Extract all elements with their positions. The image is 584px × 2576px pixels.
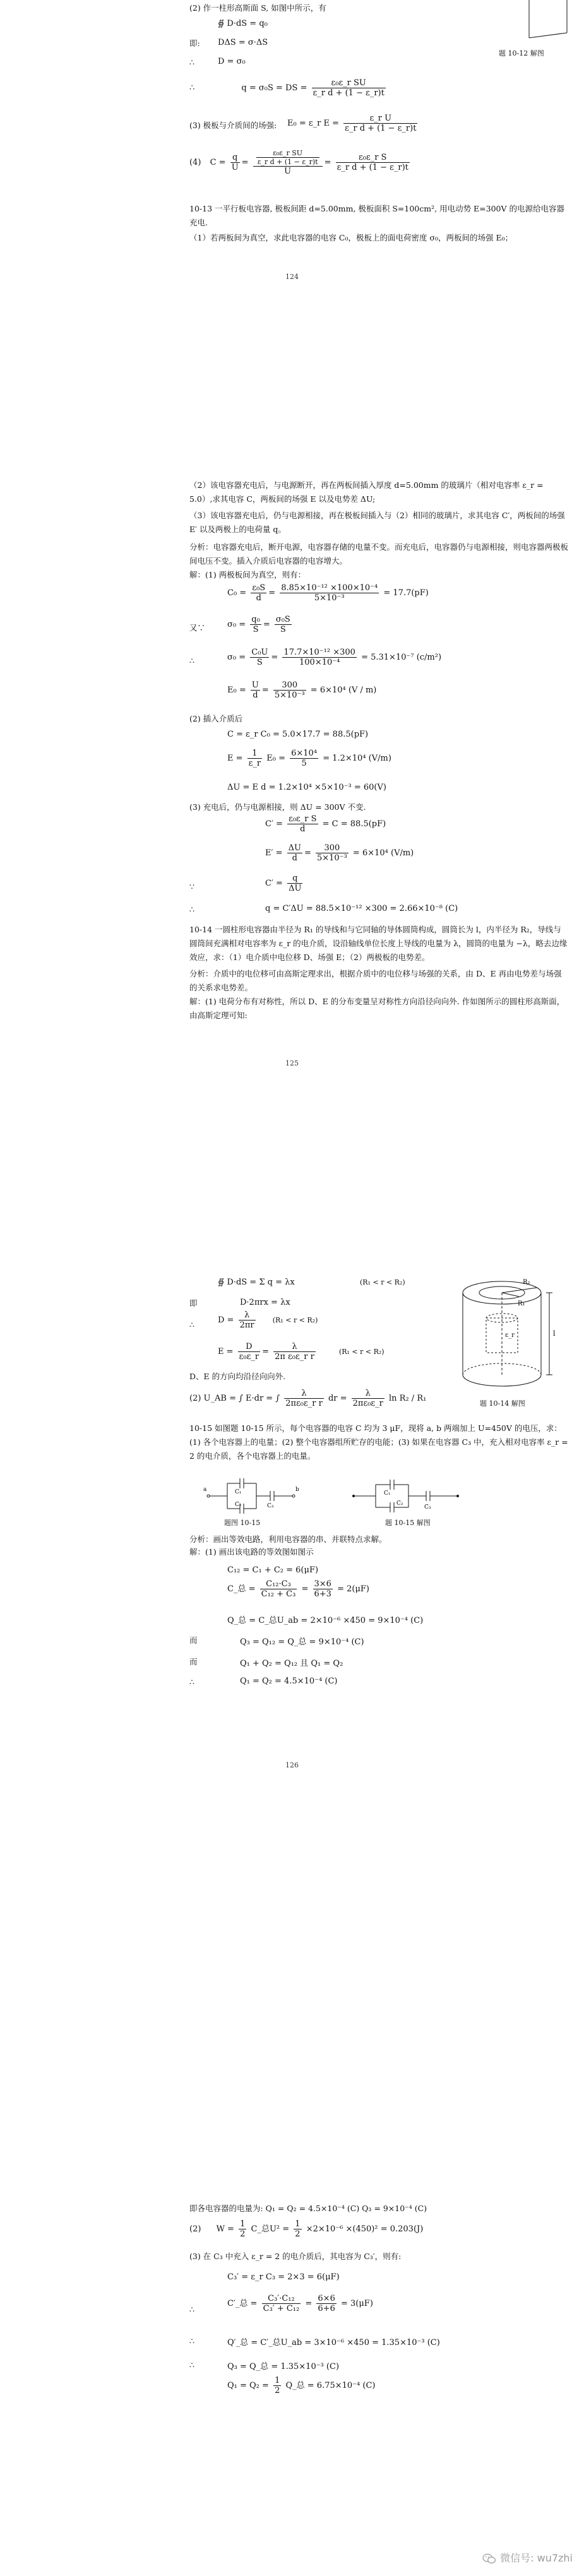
numerator: ε₀ε_r S bbox=[336, 153, 410, 163]
equivalent-circuit-10-15 bbox=[347, 1477, 467, 1515]
therefore-symbol: ∴ bbox=[189, 57, 194, 67]
numerator: 300 bbox=[273, 680, 306, 691]
problem-text: （1）若两板间为真空，求此电容器的电容 C₀，极板上的面电荷密度 σ₀，两板间的场强 E₀； bbox=[189, 233, 513, 242]
problem-text: （2）该电容器充电后，与电源断开，再在两板间插入厚度 d=5.00mm 的玻璃片（相对电容率 ε_r = 5.0）,求其电容 C，两板间的场强 E 以及电势差 ΔU; bbox=[189, 480, 544, 504]
equation: ΔU = E d = 1.2×10⁴ ×5×10⁻³ = 60(V) bbox=[227, 783, 386, 792]
label-r2: R₂ bbox=[523, 1279, 530, 1286]
numerator: 300 bbox=[316, 843, 349, 853]
label-b: b bbox=[295, 1487, 299, 1493]
text-label: 即: bbox=[189, 39, 200, 48]
equation-lhs: σ₀ = bbox=[227, 620, 246, 629]
fraction bbox=[336, 153, 410, 172]
fraction bbox=[238, 1342, 260, 1362]
numerator: λ bbox=[352, 1389, 384, 1399]
equation bbox=[227, 2294, 373, 2313]
numerator: λ bbox=[284, 1389, 324, 1399]
fraction bbox=[316, 2294, 336, 2313]
denominator: 5×10⁻³ bbox=[274, 691, 305, 700]
fraction bbox=[273, 2376, 281, 2395]
numerator: ε₀ε_r S bbox=[289, 814, 317, 824]
denominator: 2 bbox=[295, 2229, 301, 2239]
analysis-text: 分析：介质中的电位移可由高斯定理求出，根据介质中的电位移与场强的关系，由 D、E 再由电势差与场强的关系求电势差。 bbox=[189, 969, 562, 992]
text-label: 而 bbox=[189, 1635, 198, 1645]
equation bbox=[189, 1389, 426, 1408]
numerator: 3×6 bbox=[314, 1579, 331, 1589]
equation-label: (2) bbox=[189, 2224, 201, 2234]
equation-lhs: E′ = bbox=[265, 848, 283, 858]
denominator: ε_r d + (1 − ε_r)t bbox=[257, 158, 318, 166]
condition: (R₁ < r < R₂) bbox=[272, 1316, 318, 1324]
therefore-symbol: ∴ bbox=[189, 656, 194, 665]
equation-result: = 17.7(pF) bbox=[383, 588, 429, 598]
numerator: 17.7×10⁻¹² ×300 bbox=[283, 648, 355, 657]
equation-result: = 6×10⁴ (V/m) bbox=[352, 848, 414, 858]
denominator: S bbox=[256, 658, 263, 667]
problem-text: 10-14 一圆柱形电容器由半径为 R₁ 的导线和与它同轴的导体圆筒构成，圆筒长为 l，内半径为 R₂，导线与圆筒间充满相对电容率为 ε_r 的电介质，设沿轴线单位长度上导线的电量为 λ，圆筒的电量为 −λ，略去边缘效应，求：（1）电介质中电位移 D、场强 E；（2）两极板的电势差。 bbox=[189, 925, 568, 962]
numerator: q bbox=[287, 874, 302, 884]
denominator: ε_r d + (1 − ε_r)t bbox=[337, 163, 408, 172]
numerator: λ bbox=[239, 1310, 256, 1321]
fraction bbox=[352, 1389, 384, 1408]
text-line: D、E 的方向均沿径向向外. bbox=[189, 1372, 286, 1381]
numerator: C₁₂·C₃ bbox=[260, 1579, 297, 1589]
equation: q = C′ΔU = 88.5×10⁻¹² ×300 = 2.66×10⁻⁸ (C) bbox=[265, 904, 458, 913]
numerator: 6×6 bbox=[318, 2294, 335, 2303]
because-symbol: ∵ bbox=[189, 882, 194, 891]
denominator: 5×10⁻³ bbox=[314, 593, 345, 603]
fraction bbox=[247, 749, 262, 768]
equation bbox=[218, 1310, 318, 1330]
fraction bbox=[262, 2294, 301, 2313]
solution-text: 解：(1) 电荷分布有对称性，所以 D、E 的分布变量呈对称性方向沿径向向外. 作如图所示的圆柱形高斯面，由高斯定理可知: bbox=[189, 997, 565, 1020]
label-c1: C₁ bbox=[235, 1489, 242, 1495]
equation-lhs: D = bbox=[218, 1315, 234, 1325]
denominator: 2 bbox=[240, 2229, 246, 2239]
numerator: 8.85×10⁻¹² ×100×10⁻⁴ bbox=[281, 583, 378, 593]
equation-lhs: C′_总 = bbox=[227, 2299, 258, 2308]
analysis-text: 分析：电容器充电后，断开电源，电容器存储的电量不变。而充电后，电容器仍与电源相接，则电容器两极板间电压不变。插入介质后电容器的电容增大。 bbox=[189, 542, 569, 566]
therefore-symbol: ∴ bbox=[189, 2305, 194, 2314]
equation: E = $\frac{D}{\text{ε₀ε\_r}}$ = $\frac{\lambda}{\text{2π ε₀ε\_r r}}$ (R₁ < r < R₂) bbox=[218, 1342, 384, 1362]
equation-lhs: W = bbox=[216, 2224, 234, 2234]
figure-caption: 题 10-12 解图 bbox=[499, 49, 544, 57]
equation-lhs: Q₁ = Q₂ = bbox=[227, 2381, 269, 2390]
equation-lhs: C′ = bbox=[265, 819, 283, 829]
equation: Q₃ = Q_总 = 1.35×10⁻³ (C) bbox=[227, 2362, 340, 2371]
equation-lhs: E₀ = ε_r E = bbox=[287, 119, 339, 128]
fraction bbox=[256, 149, 319, 166]
equation: C = ε_r C₀ = 5.0×17.7 = 88.5(pF) bbox=[227, 730, 369, 739]
label-c2: C₂ bbox=[235, 1502, 242, 1508]
equation-part: C_总U² = bbox=[251, 2224, 290, 2234]
fraction bbox=[273, 1342, 316, 1362]
fraction bbox=[287, 843, 302, 863]
equation-result: = 3(μF) bbox=[340, 2299, 373, 2308]
problem-text: 10-13 一平行板电容器, 极板间距 d=5.00mm, 极板面积 S=100cm², 用电动势 E=300V 的电源给电容器充电. bbox=[189, 204, 565, 227]
denominator: U bbox=[231, 163, 239, 172]
fraction bbox=[260, 1579, 297, 1599]
equation bbox=[227, 2376, 375, 2395]
numerator: C₃′·C₁₂ bbox=[262, 2294, 301, 2304]
label-er: ε_r bbox=[505, 1332, 515, 1339]
equation-lhs: σ₀ = bbox=[227, 653, 246, 662]
watermark-text: 微信号: wu7zhi bbox=[500, 2552, 573, 2564]
equation-lhs: E = bbox=[227, 754, 243, 763]
fraction bbox=[287, 874, 302, 893]
denominator: d bbox=[253, 691, 258, 700]
equation-part: E₀ = bbox=[266, 754, 285, 763]
equation-lhs: C′ = bbox=[265, 879, 283, 888]
denominator: 2πr bbox=[239, 1321, 254, 1330]
equation: ∯ D·dS = Σ q = λx bbox=[218, 1278, 295, 1287]
equation: C₀ = $\frac{\text{ε₀S}}{d}$ = $\frac{\text{8.85×10⁻¹² ×100×10⁻⁴}}{\text{5×10⁻³}}$ = 17.7(pF) bbox=[227, 583, 429, 603]
denominator: 2πε₀ε_r bbox=[352, 1399, 383, 1408]
fraction bbox=[280, 583, 379, 603]
equation bbox=[227, 749, 391, 768]
equation-result: = 5.31×10⁻⁷ (c/m²) bbox=[361, 653, 442, 662]
text-line: (2) 插入介质后 bbox=[189, 714, 243, 723]
fraction bbox=[343, 114, 417, 133]
numerator: ε₀ε_r SU bbox=[312, 78, 386, 88]
numerator: D bbox=[238, 1342, 260, 1352]
therefore-symbol: ∴ bbox=[189, 905, 194, 914]
wechat-watermark bbox=[482, 2550, 573, 2565]
denominator: ε_r d + (1 − ε_r)t bbox=[345, 124, 417, 133]
analysis-text: 分析：画出等效电路，利用电容器的串、并联特点求解。 bbox=[189, 1534, 387, 1544]
figure-10-14-cylinder bbox=[448, 1269, 562, 1395]
numerator bbox=[253, 149, 323, 167]
equation bbox=[227, 1579, 369, 1599]
page-number: 126 bbox=[285, 1761, 299, 1769]
therefore-symbol: ∴ bbox=[189, 1320, 194, 1329]
denominator: d bbox=[292, 853, 297, 863]
condition: (R₁ < r < R₂) bbox=[360, 1278, 405, 1286]
numerator: U bbox=[251, 680, 259, 690]
label-l: l bbox=[553, 1329, 556, 1338]
fraction bbox=[316, 843, 349, 863]
text-line: (3) 充电后，仍与电源相接，则 ΔU = 300V 不变. bbox=[189, 802, 366, 812]
figure-caption: 题 10-15 解图 bbox=[385, 1519, 431, 1527]
text-line: (2) 作一柱形高斯面 S, 如图中所示，有 bbox=[189, 3, 326, 13]
denominator: S bbox=[253, 625, 259, 634]
therefore-symbol: ∴ bbox=[189, 83, 195, 93]
figure-caption: 题 10-14 解图 bbox=[480, 1399, 525, 1408]
numerator: σ₀S bbox=[275, 615, 290, 624]
equation bbox=[189, 78, 388, 98]
numerator: 6×10⁴ bbox=[291, 749, 318, 758]
fraction bbox=[230, 153, 240, 172]
label-c3: C₃ bbox=[267, 1503, 274, 1509]
fraction bbox=[253, 149, 323, 176]
denominator: ε_r bbox=[248, 759, 261, 768]
numerator: q₀ bbox=[251, 615, 260, 624]
equation-result: ln R₂ / R₁ bbox=[389, 1394, 427, 1403]
solution-text: 解：(1) 两极板间为真空，则有： bbox=[189, 570, 306, 579]
denominator: ΔU bbox=[289, 884, 302, 893]
fraction bbox=[250, 615, 261, 634]
fraction bbox=[312, 78, 386, 98]
denominator: C₃′ + C₁₂ bbox=[263, 2304, 300, 2313]
label-c3: C₃ bbox=[424, 1504, 431, 1511]
denominator: S bbox=[280, 625, 286, 634]
denominator: 100×10⁻⁴ bbox=[299, 658, 340, 667]
numerator: ε_r U bbox=[343, 114, 417, 124]
equation: Q₁ = Q₂ = 4.5×10⁻⁴ (C) bbox=[240, 1677, 338, 1686]
equation-lhs: C = bbox=[210, 158, 226, 167]
fraction bbox=[282, 648, 357, 667]
equation: Q₁ + Q₂ = Q₁₂ 且 Q₁ = Q₂ bbox=[240, 1659, 343, 1668]
circuit-diagram-10-15 bbox=[202, 1477, 303, 1515]
fraction bbox=[313, 1579, 333, 1599]
equation-label: (4) bbox=[189, 158, 201, 167]
equation bbox=[189, 2219, 423, 2239]
denominator: U bbox=[284, 167, 292, 176]
equation: D = σ₀ bbox=[218, 57, 246, 66]
denominator: 6+3 bbox=[314, 1589, 331, 1599]
numerator: ε₀S bbox=[252, 583, 266, 593]
numerator: 1 bbox=[247, 749, 262, 759]
equation: Q₃ = Q₁₂ = Q_总 = 9×10⁻⁴ (C) bbox=[240, 1637, 364, 1647]
denominator: ε₀ε_r bbox=[239, 1352, 259, 1362]
equation: C₃′ = ε_r C₃ = 2×3 = 6(μF) bbox=[227, 2272, 340, 2282]
denominator: C₁₂ + C₃ bbox=[261, 1589, 296, 1599]
denominator: 2π ε₀ε_r r bbox=[275, 1352, 314, 1362]
solution-text: 解：(1) 画出该电路的等效图如图示 bbox=[189, 1547, 314, 1557]
equation-lhs: E = bbox=[218, 1347, 234, 1356]
text-line: (3) 在 C₃ 中充入 ε_r = 2 的电介质后，其电容为 C₃′，则有: bbox=[189, 2252, 402, 2261]
denominator: d bbox=[256, 593, 261, 603]
therefore-symbol: ∴ bbox=[189, 1677, 194, 1687]
equation bbox=[265, 874, 304, 893]
text-label: 而 bbox=[189, 1657, 198, 1666]
label-c2: C₂ bbox=[396, 1500, 403, 1507]
denominator: d bbox=[300, 824, 306, 834]
figure-caption: 题图 10-15 bbox=[224, 1519, 261, 1527]
fraction bbox=[290, 749, 318, 768]
numerator: ε₀ε_r SU bbox=[256, 149, 319, 158]
equation-result: Q_总 = 6.75×10⁻⁴ (C) bbox=[285, 2381, 376, 2390]
equation: Q_总 = C_总U_ab = 2×10⁻⁶ ×450 = 9×10⁻⁴ (C) bbox=[227, 1616, 424, 1625]
equation-lhs: C_总 = bbox=[227, 1584, 256, 1594]
equation: σ₀ = $\frac{\text{C₀U}}{S}$ = $\frac{\text{17.7×10⁻¹² ×300}}{\text{100×10⁻⁴}}$ = 5.31×10⁻⁷ (c/m²) bbox=[227, 648, 442, 667]
equation-result: = 6×10⁴ (V / m) bbox=[310, 686, 377, 695]
equation-lhs: (2) U_AB = ∫ E·dr = ∫ bbox=[189, 1394, 280, 1403]
fraction bbox=[284, 1389, 324, 1408]
problem-text: 10-15 如图题 10-15 所示，每个电容器的电容 C 均为 3 μF，现将 a, b 两端加上 U=450V 的电压，求：(1) 各个电容器上的电量；(2) 整个电容器组所贮存的电能；(3) 如果在电容器 C₃ 中，充入相对电容率 ε_r = 2 的电介质，各个电容器上的电量。 bbox=[189, 1423, 568, 1461]
page-number: 125 bbox=[285, 1059, 299, 1067]
equation: E₀ = $\frac{U}{d}$ = $\frac{300}{\text{5×10⁻³}}$ = 6×10⁴ (V / m) bbox=[227, 680, 377, 700]
fraction bbox=[287, 814, 318, 834]
equation: DΔS = σ·ΔS bbox=[218, 38, 268, 47]
fraction bbox=[251, 583, 266, 603]
equation-lhs: q = σ₀S = DS = bbox=[241, 83, 307, 93]
equation: C₁₂ = C₁ + C₂ = 6(μF) bbox=[227, 1565, 319, 1575]
numerator: 1 bbox=[240, 2219, 246, 2229]
numerator: 1 bbox=[295, 2219, 301, 2229]
equation-part: = bbox=[305, 2299, 313, 2308]
equation-result: = C = 88.5(pF) bbox=[322, 819, 386, 829]
equation: Q′_总 = C′_总U_ab = 3×10⁻⁶ ×450 = 1.35×10⁻³ (C) bbox=[227, 2338, 440, 2347]
equation-part: dr = bbox=[328, 1394, 347, 1403]
denominator: 2πε₀ε_r r bbox=[285, 1399, 323, 1408]
numerator: λ bbox=[273, 1342, 316, 1352]
therefore-symbol: ∴ bbox=[189, 2360, 194, 2370]
equation: E′ = $\frac{\Delta U}{d}$ = $\frac{300}{\text{5×10⁻³}}$ = 6×10⁴ (V/m) bbox=[265, 843, 414, 863]
equation: ∯ D·dS = q₀ bbox=[218, 19, 268, 28]
fraction bbox=[275, 615, 292, 634]
equation: (4) C = $\frac{q}{U}$ = $\frac{\frac{\text{ε₀ε\_r SU}}{\text{ε\_r d + (1 − ε\_r)t}}}{U}$ = $\frac{\text{ε₀ε\_r S}}{\text{ε\_r d + (1 − ε\_r)t}}$ bbox=[189, 149, 408, 176]
equation bbox=[265, 814, 386, 834]
equation bbox=[287, 114, 419, 133]
numerator: 1 bbox=[275, 2376, 280, 2385]
equation: D·2πrx = λx bbox=[240, 1298, 290, 1307]
numerator: C₀U bbox=[251, 648, 268, 657]
numerator: q bbox=[230, 153, 240, 163]
denominator: 5×10⁻³ bbox=[317, 853, 347, 863]
fraction bbox=[250, 648, 269, 667]
denominator: ε_r d + (1 − ε_r)t bbox=[313, 88, 384, 98]
text-line: (3) 极板与介质间的场强: bbox=[189, 121, 277, 130]
denominator: 2 bbox=[275, 2386, 280, 2395]
wechat-icon bbox=[482, 2553, 496, 2565]
label-c1: C₁ bbox=[384, 1490, 391, 1497]
fraction bbox=[273, 680, 306, 700]
equation-result: = 2(μF) bbox=[337, 1584, 369, 1594]
text-label: 又∵ bbox=[189, 623, 206, 632]
equation: σ₀ = $\frac{\text{q₀}}{S}$ = $\frac{\text{σ₀S}}{S}$ bbox=[227, 615, 290, 634]
fraction bbox=[294, 2219, 301, 2239]
denominator: 5 bbox=[301, 759, 307, 768]
page-number: 124 bbox=[285, 273, 299, 281]
therefore-symbol: ∴ bbox=[189, 2336, 194, 2346]
problem-text: （3）该电容器充电后，仍与电源相接，再在极板间插入与（2）相同的玻璃片，求其电容 C′，两板间的场强 E′ 以及两极上的电荷量 q。 bbox=[189, 511, 565, 534]
equation-result: ×2×10⁻⁶ ×(450)² = 0.203(J) bbox=[306, 2224, 424, 2234]
result-text: 即各电容器的电量为: Q₁ = Q₂ = 4.5×10⁻⁴ (C) Q₃ = 9×10⁻⁴ (C) bbox=[189, 2204, 427, 2213]
label-r1: R₁ bbox=[518, 1300, 525, 1307]
fraction bbox=[251, 680, 260, 700]
condition: (R₁ < r < R₂) bbox=[338, 1348, 384, 1356]
equation-lhs: E₀ = bbox=[227, 686, 246, 695]
equation-part: = bbox=[301, 1584, 309, 1594]
fraction bbox=[239, 1310, 256, 1330]
equation-lhs: C₀ = bbox=[227, 588, 247, 598]
fraction bbox=[239, 2219, 246, 2239]
equation-result: = 1.2×10⁴ (V/m) bbox=[323, 754, 391, 763]
text-label: 即 bbox=[189, 1298, 198, 1308]
numerator: ΔU bbox=[288, 843, 301, 853]
label-a: a bbox=[203, 1487, 207, 1493]
denominator: 6+6 bbox=[318, 2304, 335, 2313]
